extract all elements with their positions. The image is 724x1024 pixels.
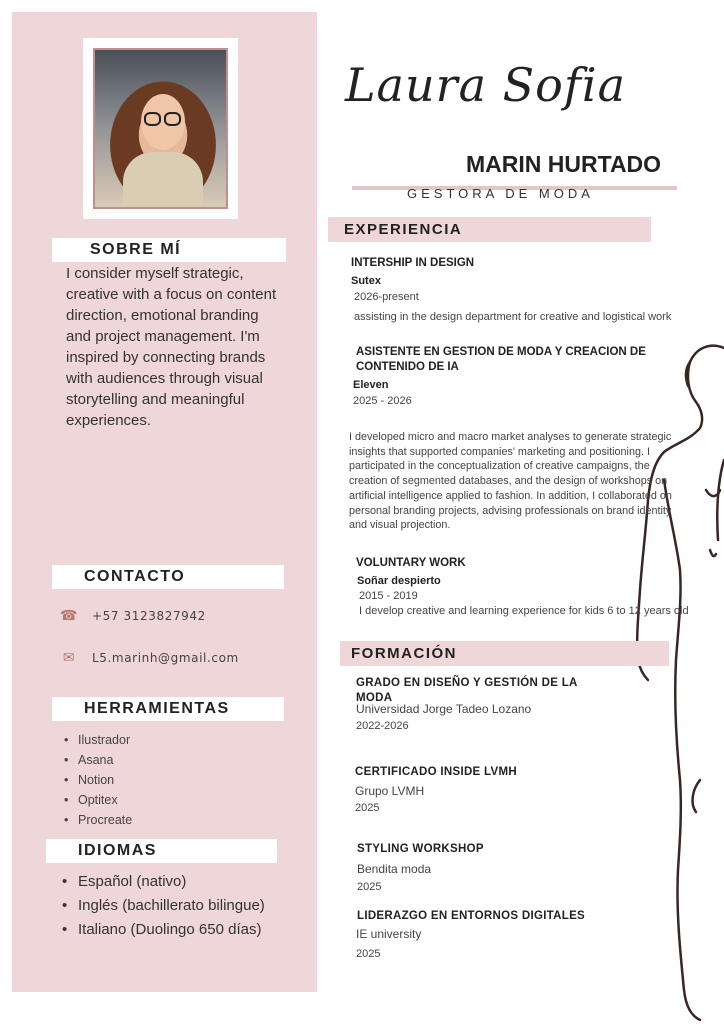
photo-glasses-right	[164, 112, 181, 126]
about-text: I consider myself strategic, creative with a focus on content direction, emotional branding and project management. I'm inspired by connecting brands with audiences through visual storytelling and meaningful experiences.	[66, 265, 277, 429]
education-school: Bendita moda	[357, 862, 432, 876]
list-item: • Procreate	[64, 810, 132, 830]
experience-header: EXPERIENCIA	[328, 217, 651, 242]
job-title: VOLUNTARY WORK	[356, 557, 466, 569]
tools-header: HERRAMIENTAS	[52, 697, 284, 721]
job-dates: 2026-present	[354, 291, 419, 303]
education-header: FORMACIÓN	[340, 641, 669, 666]
list-item: • Inglés (bachillerato bilingue)	[62, 894, 265, 918]
job-dates: 2015 - 2019	[359, 590, 418, 602]
job-company: Soñar despierto	[357, 575, 441, 587]
education-year: 2022-2026	[356, 720, 409, 732]
job-dates: 2025 - 2026	[353, 395, 412, 407]
contact-phone	[58, 608, 206, 624]
list-item: • Italiano (Duolingo 650 días)	[62, 918, 265, 942]
photo-glasses-left	[144, 112, 161, 126]
list-item: • Español (nativo)	[62, 870, 265, 894]
last-name: MARIN HURTADO	[466, 151, 662, 177]
phone-icon: ☎	[59, 608, 79, 624]
education-title: STYLING WORKSHOP	[357, 843, 484, 855]
languages-list	[62, 870, 265, 942]
education-title: GRADO EN DISEÑO Y GESTIÓN DE LA MODA	[356, 677, 578, 704]
job-role: GESTORA DE MODA	[407, 186, 594, 201]
job-description: I developed micro and macro market analyses to generate strategic insights that supported companies' marketing and positioning. I participated in the conceptualization of creative campaigns, the creation of segmented databases, and the design of workshops on artificial intelligence applied to fashion. In addition, I collaborated on personal branding projects, advising professionals on brand identity and visual projection.	[349, 431, 672, 532]
photo-sweater	[123, 152, 203, 207]
education-title: LIDERAZGO EN ENTORNOS DIGITALES	[357, 910, 586, 922]
education-year: 2025	[356, 948, 381, 960]
education-year: 2025	[355, 802, 380, 814]
about-header: SOBRE MÍ	[52, 238, 286, 262]
job-description: assisting in the design department for creative and logistical work	[354, 311, 672, 323]
phone-text: +57 3123827942	[92, 609, 206, 623]
education-title: CERTIFICADO INSIDE LVMH	[355, 766, 517, 778]
education-year: 2025	[357, 881, 382, 893]
contact-header: CONTACTO	[52, 565, 284, 589]
languages-header: IDIOMAS	[46, 839, 277, 863]
education-school: IE university	[356, 927, 422, 941]
list-item: • Ilustrador	[64, 730, 132, 750]
education-school: Universidad Jorge Tadeo Lozano	[356, 702, 532, 716]
job-title: ASISTENTE EN GESTION DE MODA Y CREACION DE CONTENIDO DE IA	[356, 346, 646, 373]
first-name-script: Laura Sofia	[345, 58, 627, 112]
list-item: • Notion	[64, 770, 132, 790]
list-item: • Asana	[64, 750, 132, 770]
job-title: INTERSHIP IN DESIGN	[351, 257, 475, 269]
email-text: L5.marinh@gmail.com	[92, 651, 239, 665]
job-company: Eleven	[353, 379, 389, 391]
list-item: • Optitex	[64, 790, 132, 810]
education-school: Grupo LVMH	[355, 784, 425, 798]
mail-icon: ✉	[62, 650, 76, 666]
job-company: Sutex	[351, 275, 381, 287]
job-description: I develop creative and learning experience for kids 6 to 12 years old	[359, 605, 689, 617]
profile-photo	[93, 48, 228, 209]
contact-email	[58, 650, 239, 666]
tools-list	[64, 730, 132, 830]
